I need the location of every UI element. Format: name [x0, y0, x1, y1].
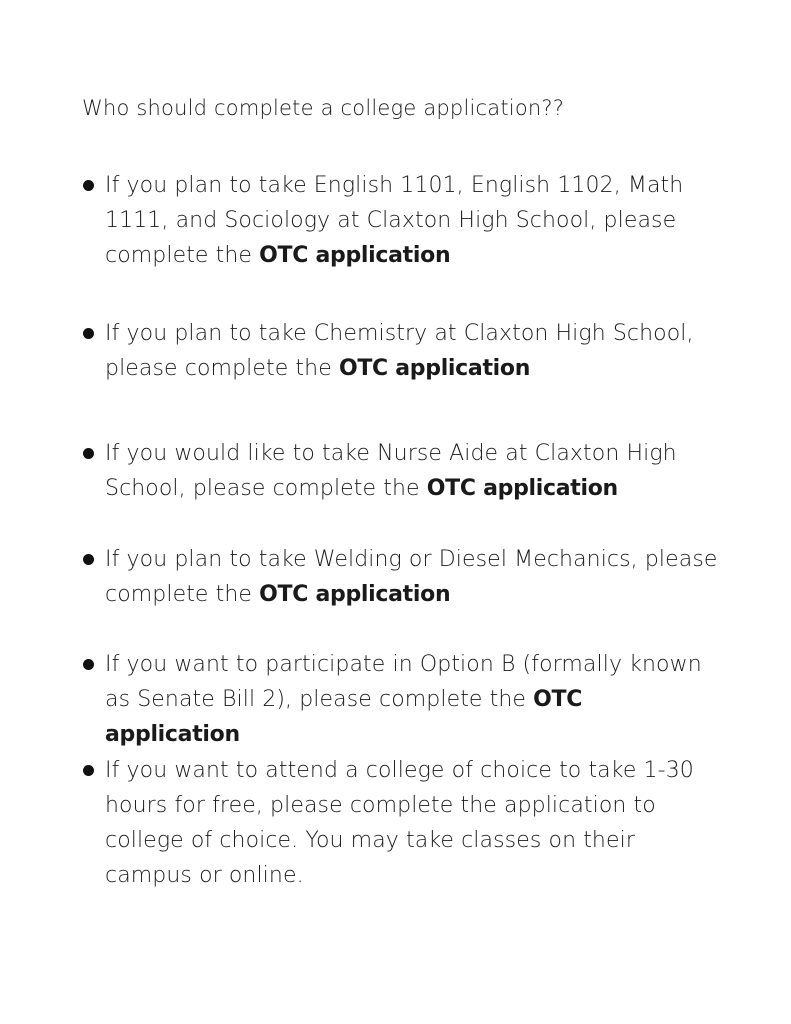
list-item-text [105, 168, 720, 273]
list-item-body: If you plan to take Welding or Diesel Mechanics, please complete the [105, 547, 718, 607]
list-item-body: If you plan to take Chemistry at Claxton High School, please complete the [105, 321, 694, 381]
list-item-text [105, 542, 720, 612]
list-item-body: If you plan to take English 1101, English 1102, Math 1111, and Sociology at Claxton High School, please complete the [105, 173, 684, 268]
list-item-body: If you want to attend a college of choice to take 1-30 hours for free, please complete the application to college of choice. You may take classes on their campus or online. [105, 758, 694, 888]
bullet-dot-icon [83, 448, 94, 459]
list-item-body: If you want to participate in Option B (formally known as Senate Bill 2), please complete the [105, 652, 702, 712]
otc-application-emphasis: OTC application [259, 582, 451, 607]
list-item-text [105, 436, 720, 506]
bullet-dot-icon [83, 180, 94, 191]
bullet-dot-icon [83, 328, 94, 339]
otc-application-emphasis: OTC application [105, 687, 583, 747]
bullet-dot-icon [83, 659, 94, 670]
list-item-body: If you would like to take Nurse Aide at Claxton High School, please complete the [105, 441, 677, 501]
otc-application-emphasis: OTC application [338, 356, 531, 381]
bullet-dot-icon [83, 765, 94, 776]
bullet-dot-icon [83, 554, 94, 565]
list-item-text [105, 316, 720, 386]
page-heading: Who should complete a college application?? [82, 96, 565, 120]
otc-application-emphasis: OTC application [259, 243, 451, 268]
list-item-text [105, 647, 720, 752]
list-item-text [105, 753, 720, 893]
otc-application-emphasis: OTC application [426, 476, 618, 501]
